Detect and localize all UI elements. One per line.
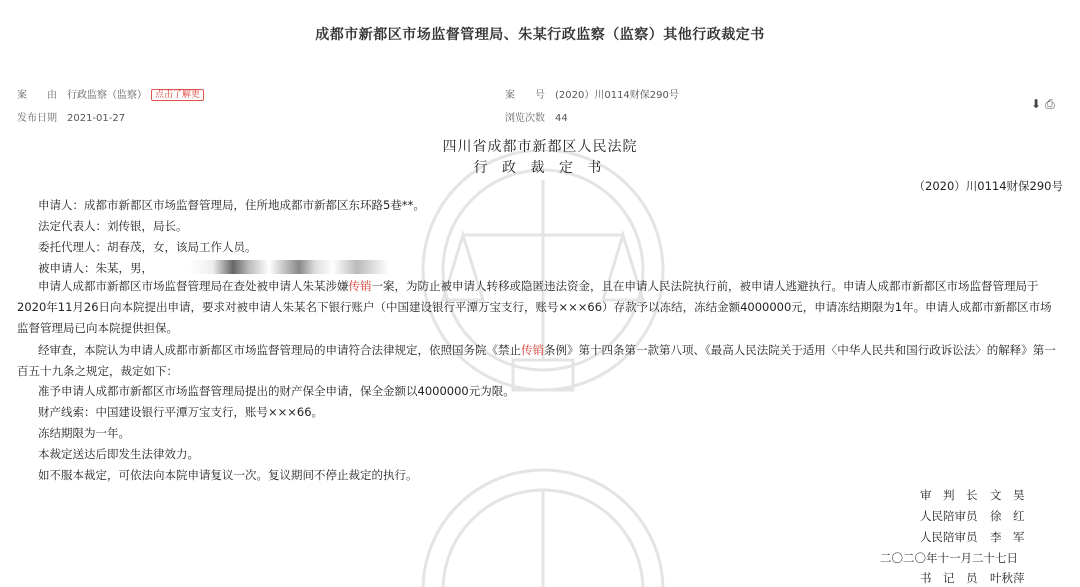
view-count-label: 浏览次数 xyxy=(505,113,545,124)
signature-title: 人民陪审员 xyxy=(920,530,978,544)
document-type: 行 政 裁 定 书 xyxy=(473,160,607,176)
case-number-value: (2020）川0114财保290号 xyxy=(555,90,679,101)
ruling-item: 准予申请人成都市新都区市场监督管理局提出的财产保全申请，保全金额以4000000元为限。 xyxy=(38,384,515,398)
signature-title: 书 记 员 xyxy=(920,571,978,585)
case-cause-label: 案 由 xyxy=(17,90,57,101)
publish-date-value: 2021-01-27 xyxy=(67,113,126,124)
signature-name: 文 昊 xyxy=(990,488,1025,502)
signature-judge xyxy=(920,487,1025,503)
redacted-block xyxy=(189,260,389,274)
signature-juror-1 xyxy=(920,508,1025,524)
print-icon[interactable]: ⎙ xyxy=(1045,97,1055,111)
page-title: 成都市新都区市场监督管理局、朱某行政监察（监察）其他行政裁定书 xyxy=(315,27,765,43)
signature-juror-2 xyxy=(920,529,1025,545)
case-cause-value: 行政监察（监察） xyxy=(67,90,147,101)
facts-paragraph xyxy=(17,276,1062,339)
highlight-keyword: 传销 xyxy=(521,343,544,357)
publish-date xyxy=(17,109,125,124)
review-text-2: 条例》第十四条第一款第八项、《最高人民法院关于适用〈中华人民共和国行政诉讼法〉的解释》第一百五十九条之规定，裁定如下： xyxy=(17,343,1056,378)
toolbar xyxy=(1031,97,1055,112)
review-paragraph xyxy=(17,340,1062,382)
download-icon[interactable]: ⬇ xyxy=(1031,97,1042,111)
publish-date-label: 发布日期 xyxy=(17,113,57,124)
signature-name: 李 军 xyxy=(990,530,1025,544)
legal-rep-line: 法定代表人：刘传银，局长。 xyxy=(38,219,188,233)
ruling-item: 本裁定送达后即发生法律效力。 xyxy=(38,447,199,461)
signature-name: 叶秋萍 xyxy=(990,571,1025,585)
ruling-item: 财产线索：中国建设银行平潭万宝支行，账号×××66。 xyxy=(38,405,324,419)
highlight-keyword: 传销 xyxy=(348,279,372,293)
document-case-number: （2020）川0114财保290号 xyxy=(913,179,1063,193)
case-number-meta xyxy=(505,86,679,101)
agent-line: 委托代理人：胡春茂，女，该局工作人员。 xyxy=(38,240,257,254)
court-name: 四川省成都市新都区人民法院 xyxy=(442,139,638,155)
review-text-1: 经审查，本院认为申请人成都市新都区市场监督管理局的申请符合法律规定，依照国务院《禁止 xyxy=(38,343,521,357)
view-count-value: 44 xyxy=(555,113,568,124)
learn-more-link[interactable]: 点击了解更 xyxy=(151,89,204,101)
applicant-line: 申请人：成都市新都区市场监督管理局，住所地成都市新都区东环路5巷**。 xyxy=(38,198,425,212)
signature-title: 审 判 长 xyxy=(920,488,978,502)
signature-name: 徐 红 xyxy=(990,509,1025,523)
ruling-item: 如不服本裁定，可依法向本院申请复议一次。复议期间不停止裁定的执行。 xyxy=(38,468,418,482)
case-cause xyxy=(17,86,204,101)
facts-text-1: 申请人成都市新都区市场监督管理局在查处被申请人朱某涉嫌 xyxy=(38,279,349,293)
facts-text-2: 一案，为防止被申请人转移或隐匿违法资金，且在申请人民法院执行前，被申请人逃避执行。申请人成都市新都区市场监督管理局于2020年11月26日向本院提出申请，要求对被申请人朱某名下银行账户（中国建设银行平潭万宝支行，账号×××66）存款予以冻结，冻结金额4000000元，申请冻结期限为1年。申请人成都市新都区市场监督管理局已向本院提供担保。 xyxy=(17,279,1052,335)
case-number-label: 案 号 xyxy=(505,90,545,101)
view-count xyxy=(505,109,568,124)
respondent-text: 被申请人：朱某，男， xyxy=(38,261,153,275)
respondent-line xyxy=(38,260,389,276)
signature-title: 人民陪审员 xyxy=(920,509,978,523)
signature-clerk xyxy=(920,570,1025,586)
ruling-item: 冻结期限为一年。 xyxy=(38,426,130,440)
ruling-date: 二〇二〇年十一月二十七日 xyxy=(880,551,1018,565)
